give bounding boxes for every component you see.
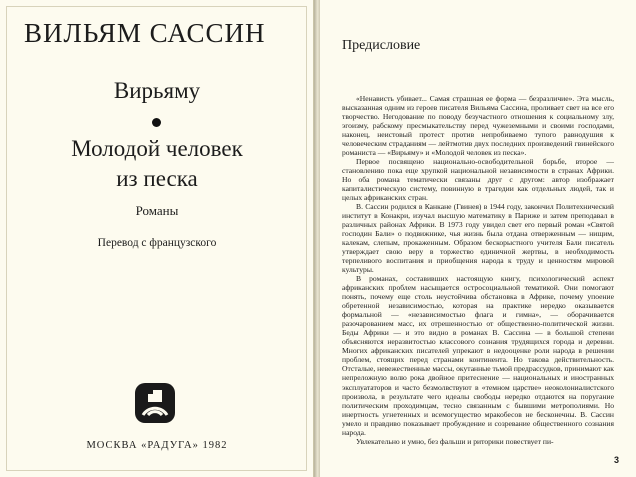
title-page <box>0 0 314 477</box>
book-title-1: Вирьяму <box>113 78 201 103</box>
preface-page <box>320 0 636 477</box>
page-number: 3 <box>614 455 620 465</box>
title-separator-dot <box>152 118 161 127</box>
preface-paragraph: В. Сассин родился в Канкане (Гвинея) в 1944 году, закончил Политехнический институт в Конакри, изучал высшую математику в Париже и затем преподавал в различных районах Африки. В 1973 году увидел свет его первый роман «Святой господин Бали» о подвижнике, чья жизнь была отдана отверженным — нищим, калекам, слепым, прокаженным. Образом бескорыстного учителя Бали писатель утверждает свою веру в торжество единичной жертвы, в необходимость терпеливого воспитания и приобщения народа к труду и ценностям мировой культуры. <box>342 202 614 275</box>
preface-paragraph: Первое посвящено национально-освободительной борьбе, второе — становлению пока еще хрупкой национальной независимости в странах Африки. Но оба романа тематически связаны друг с другом: автор изображает капиталистическую систему, повинную в трагедии как отдельных людей, так и целых африканских стран. <box>342 157 614 203</box>
preface-paragraph: Увлекательно и умно, без фальши и риторики повествует пи- <box>356 436 554 446</box>
genre-label: Романы <box>135 203 179 218</box>
preface-paragraph: В романах, составивших настоящую книгу, психологический аспект африканских проблем насыщается остросоциальной тематикой. Они помогают понять, почему еще столь неустойчива обстановка в Африке, почему упоение обретенной независимостью, которая на практике нередко оказывается формальной — «независимостью флага и гимна», — оборачивается разочарованием масс, их отрешенностью от общественно-политической жизни. Беды Африки — и это видно в романах В. Сассина — в большой степени объясняются неразвитостью классового сознания трудящихся города и деревни. Многих африканских писателей упрекают в недооценке роли народа в решении проблем, стоящих перед странами континента. Но такова действительность. Отсталые, невежественные массы, окутанные тьмой предрассудков, принимают как непреложную волю рока двойное притеснение — национальных и иностранных эксплуататоров и часто безмолвствуют в «темном царстве» неоколониалистского произвола, в результате чего идеалы свободы нередко отдаются на поругание политическим проходимцам, тесно связанным с бывшими метрополиями. Но инертность угнетенных и всемогущество мракобесов не бесконечны. В. Сассин умело и правдиво показывает пробуждение и созревание общественного сознания народа. <box>342 274 614 437</box>
author-name: ВИЛЬЯМ САССИН <box>24 18 266 48</box>
preface-heading: Предисловие <box>342 38 421 53</box>
book-title-2 <box>0 134 314 194</box>
translation-note: Перевод с французского <box>97 237 217 249</box>
raduga-publisher-logo-icon <box>133 381 177 425</box>
book-title-2-line-1: Молодой человек <box>71 136 243 161</box>
preface-text <box>342 94 614 446</box>
publisher-imprint: МОСКВА «РАДУГА» 1982 <box>86 440 228 451</box>
preface-paragraph: «Ненависть убивает... Самая страшная ее форма — безразличие». Эта мысль, высказанная одним из героев писателя Вильяма Сассина, проливает свет на все его творчество. Негодование по поводу безучастного отношения к социальному злу, эгоизму, рабскому пресмыкательству перед чужеземными и своими господами, наконец, неистовый протест против непробиваемо тупого равнодушия к человеческим страданиям — лейтмотив двух последних произведений гвинейского романиста — «Вирьяму» и «Молодой человек из песка». <box>342 94 614 158</box>
book-title-2-line-2: из песка <box>116 166 198 191</box>
